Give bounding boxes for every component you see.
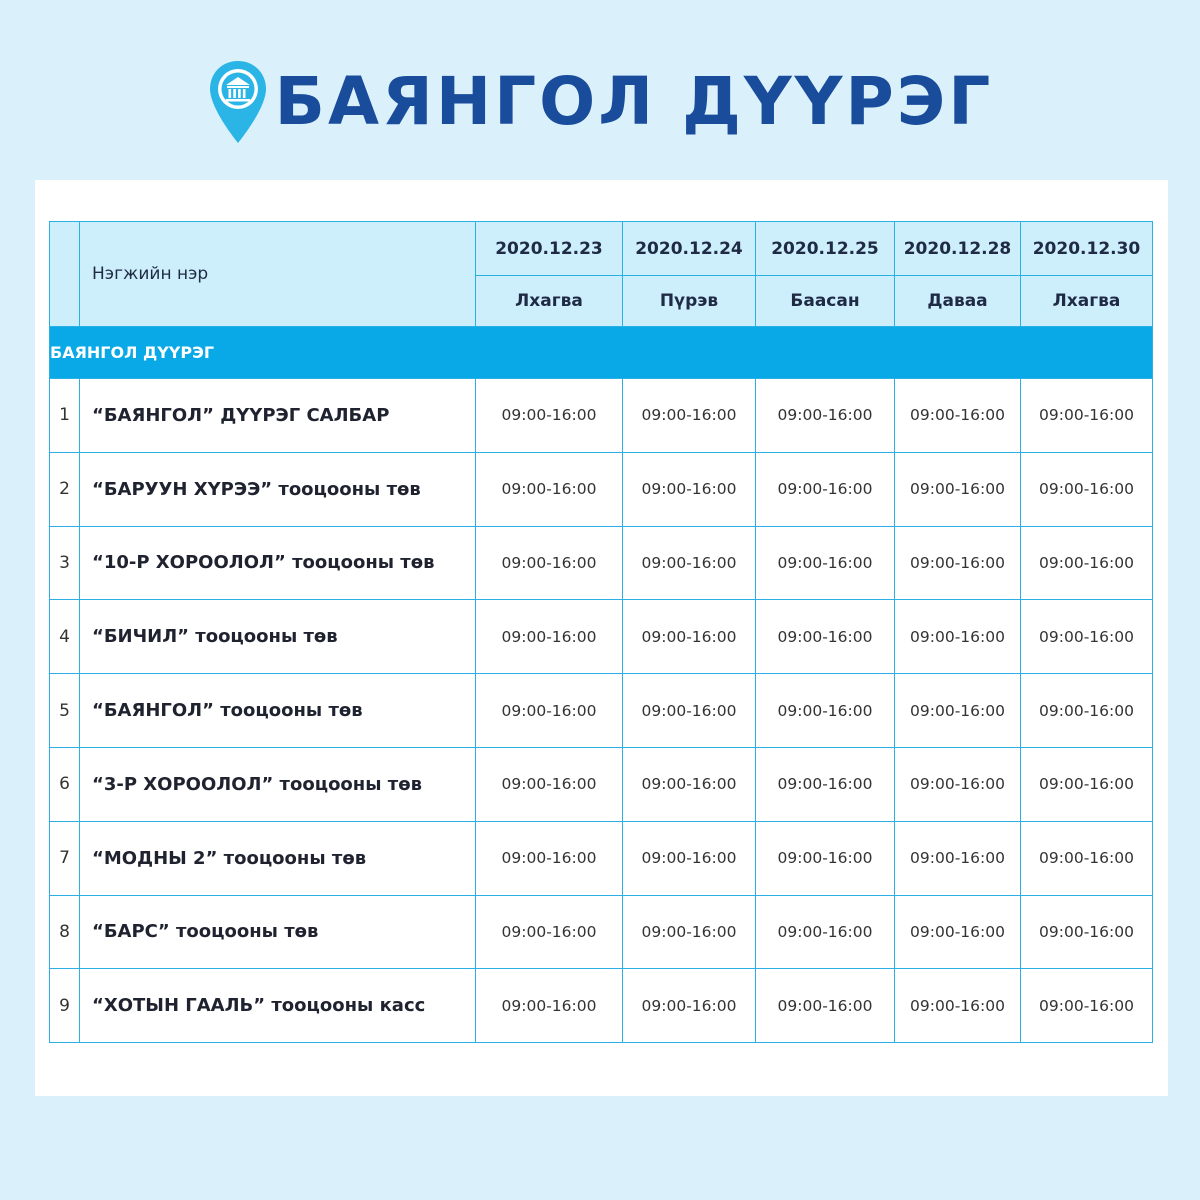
table-row — [50, 674, 1153, 748]
hours-cell: 09:00-16:00 — [756, 379, 895, 453]
row-number: 2 — [50, 452, 80, 526]
hours-cell: 09:00-16:00 — [895, 452, 1021, 526]
page-title: БАЯНГОЛ ДҮҮРЭГ — [274, 63, 994, 140]
hours-cell: 09:00-16:00 — [623, 895, 756, 969]
row-number: 8 — [50, 895, 80, 969]
table-row — [50, 526, 1153, 600]
hours-cell: 09:00-16:00 — [895, 747, 1021, 821]
table-row — [50, 747, 1153, 821]
hours-cell: 09:00-16:00 — [756, 821, 895, 895]
date-header: 2020.12.25 — [756, 222, 895, 276]
branch-name: “БАЯНГОЛ” ДҮҮРЭГ САЛБАР — [80, 379, 476, 453]
hours-cell: 09:00-16:00 — [476, 526, 623, 600]
hours-cell: 09:00-16:00 — [895, 821, 1021, 895]
table-row — [50, 895, 1153, 969]
table-body — [50, 379, 1153, 1043]
hours-cell: 09:00-16:00 — [895, 895, 1021, 969]
hours-cell: 09:00-16:00 — [1021, 452, 1153, 526]
hours-cell: 09:00-16:00 — [895, 526, 1021, 600]
bank-location-pin-icon — [207, 59, 269, 145]
hours-cell: 09:00-16:00 — [756, 526, 895, 600]
date-header: 2020.12.30 — [1021, 222, 1153, 276]
name-column-header: Нэгжийн нэр — [80, 222, 476, 327]
hours-cell: 09:00-16:00 — [1021, 969, 1153, 1043]
hours-cell: 09:00-16:00 — [623, 747, 756, 821]
hours-cell: 09:00-16:00 — [756, 674, 895, 748]
row-number: 7 — [50, 821, 80, 895]
branch-name: “ХОТЫН ГААЛЬ” тооцооны касс — [80, 969, 476, 1043]
branch-name: “3-Р ХОРООЛОЛ” тооцооны төв — [80, 747, 476, 821]
row-number: 1 — [50, 379, 80, 453]
hours-cell: 09:00-16:00 — [1021, 895, 1153, 969]
row-number: 3 — [50, 526, 80, 600]
hours-cell: 09:00-16:00 — [476, 674, 623, 748]
hours-cell: 09:00-16:00 — [895, 600, 1021, 674]
hours-cell: 09:00-16:00 — [476, 600, 623, 674]
table-row — [50, 379, 1153, 453]
hours-cell: 09:00-16:00 — [895, 379, 1021, 453]
day-header: Даваа — [895, 276, 1021, 327]
page-header — [0, 52, 1200, 152]
table-row — [50, 821, 1153, 895]
hours-cell: 09:00-16:00 — [623, 600, 756, 674]
hours-cell: 09:00-16:00 — [476, 747, 623, 821]
hours-cell: 09:00-16:00 — [1021, 747, 1153, 821]
day-header: Пүрэв — [623, 276, 756, 327]
hours-cell: 09:00-16:00 — [623, 969, 756, 1043]
section-title: БАЯНГОЛ ДҮҮРЭГ — [50, 327, 1153, 379]
hours-cell: 09:00-16:00 — [623, 526, 756, 600]
branch-name: “БИЧИЛ” тооцооны төв — [80, 600, 476, 674]
section-row — [50, 327, 1153, 379]
branch-name: “БАРС” тооцооны төв — [80, 895, 476, 969]
branch-name: “МОДНЫ 2” тооцооны төв — [80, 821, 476, 895]
row-number: 9 — [50, 969, 80, 1043]
hours-cell: 09:00-16:00 — [756, 895, 895, 969]
hours-cell: 09:00-16:00 — [476, 821, 623, 895]
row-number: 5 — [50, 674, 80, 748]
hours-cell: 09:00-16:00 — [476, 452, 623, 526]
row-number: 4 — [50, 600, 80, 674]
day-header: Баасан — [756, 276, 895, 327]
hours-cell: 09:00-16:00 — [1021, 379, 1153, 453]
hours-cell: 09:00-16:00 — [476, 969, 623, 1043]
day-header: Лхагва — [1021, 276, 1153, 327]
row-number: 6 — [50, 747, 80, 821]
hours-cell: 09:00-16:00 — [756, 600, 895, 674]
hours-cell: 09:00-16:00 — [756, 452, 895, 526]
hours-cell: 09:00-16:00 — [623, 821, 756, 895]
schedule-card — [35, 180, 1168, 1096]
hours-cell: 09:00-16:00 — [623, 379, 756, 453]
branch-name: “БАРУУН ХҮРЭЭ” тооцооны төв — [80, 452, 476, 526]
hours-cell: 09:00-16:00 — [623, 674, 756, 748]
date-header: 2020.12.28 — [895, 222, 1021, 276]
hours-cell: 09:00-16:00 — [476, 379, 623, 453]
number-header-cell — [50, 222, 80, 327]
hours-cell: 09:00-16:00 — [1021, 526, 1153, 600]
hours-cell: 09:00-16:00 — [895, 969, 1021, 1043]
hours-cell: 09:00-16:00 — [476, 895, 623, 969]
hours-cell: 09:00-16:00 — [1021, 674, 1153, 748]
branch-name: “БАЯНГОЛ” тооцооны төв — [80, 674, 476, 748]
hours-cell: 09:00-16:00 — [1021, 600, 1153, 674]
hours-cell: 09:00-16:00 — [623, 452, 756, 526]
table-row — [50, 969, 1153, 1043]
schedule-table — [49, 221, 1153, 1043]
hours-cell: 09:00-16:00 — [756, 747, 895, 821]
header-row-dates — [50, 222, 1153, 276]
hours-cell: 09:00-16:00 — [895, 674, 1021, 748]
table-row — [50, 452, 1153, 526]
day-header: Лхагва — [476, 276, 623, 327]
table-row — [50, 600, 1153, 674]
date-header: 2020.12.23 — [476, 222, 623, 276]
branch-name: “10-Р ХОРООЛОЛ” тооцооны төв — [80, 526, 476, 600]
hours-cell: 09:00-16:00 — [1021, 821, 1153, 895]
hours-cell: 09:00-16:00 — [756, 969, 895, 1043]
date-header: 2020.12.24 — [623, 222, 756, 276]
